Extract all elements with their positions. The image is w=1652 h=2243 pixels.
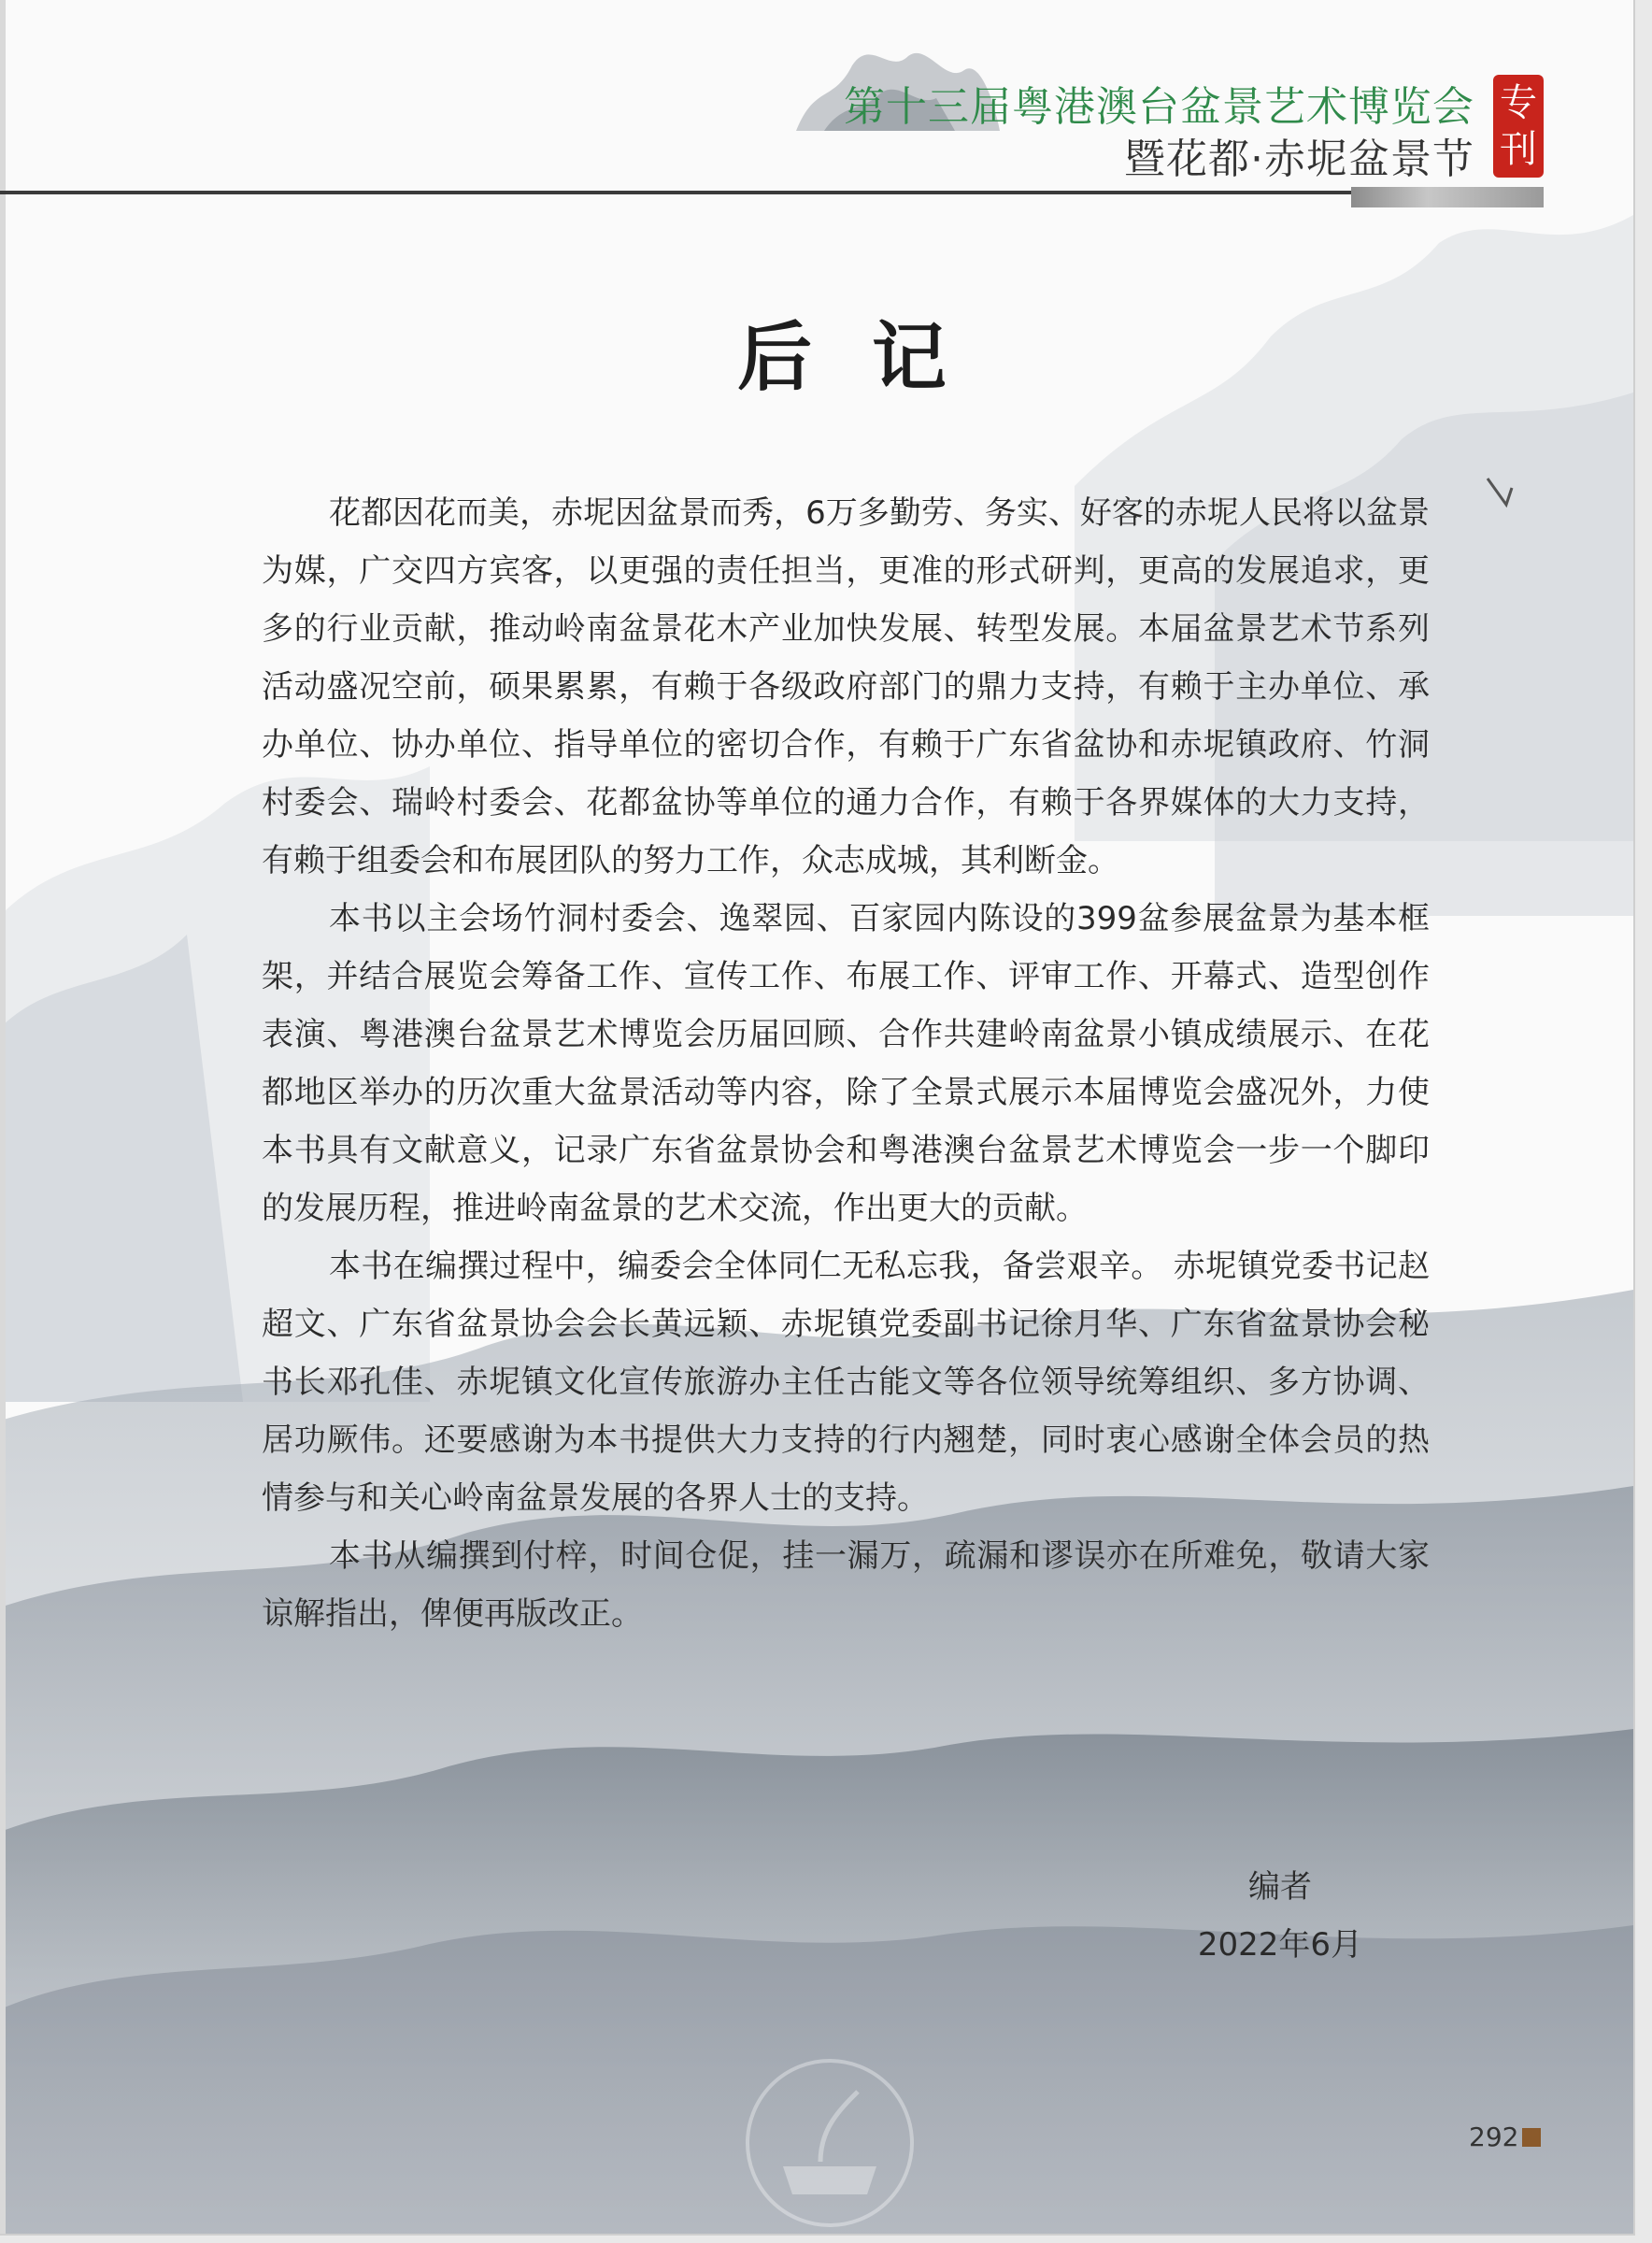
header-title-line1: 第十三届粤港澳台盆景艺术博览会 bbox=[844, 83, 1474, 131]
paragraph-2: 本书以主会场竹洞村委会、逸翠园、百家园内陈设的399盆参展盆景为基本框架，并结合展览会筹备工作、宣传工作、布展工作、评审工作、开幕式、造型创作表演、粤港澳台盆景艺术博览会历届回顾、合作共建岭南盆景小镇成绩展示、在花都地区举办的历次重大盆景活动等内容，除了全景式展示本届博览会盛况外，力使本书具有文献意义，记录广东省盆景协会和粤港澳台盆景艺术博览会一步一个脚印的发展历程，推进岭南盆景的艺术交流，作出更大的贡献。 bbox=[262, 900, 1430, 1227]
page-number-text: 292 bbox=[1469, 2122, 1519, 2152]
paragraph-4: 本书从编撰到付梓，时间仓促，挂一漏万，疏漏和谬误亦在所难免，敬请大家谅解指出，俾便再版改正。 bbox=[262, 1537, 1430, 1633]
header-divider bbox=[0, 191, 1353, 194]
page-number bbox=[1469, 2122, 1541, 2152]
header-title-line2: 暨花都·赤坭盆景节 bbox=[1124, 136, 1474, 183]
paragraph-1: 花都因花而美，赤坭因盆景而秀，6万多勤劳、务实、好客的赤坭人民将以盆景为媒，广交四方宾客，以更强的责任担当，更准的形式研判，更高的发展追求，更多的行业贡献，推动岭南盆景花木产业加快发展、转型发展。本届盆景艺术节系列活动盛况空前，硕果累累，有赖于各级政府部门的鼎力支持，有赖于主办单位、承办单位、协办单位、指导单位的密切合作，有赖于广东省盆协和赤坭镇政府、竹洞村委会、瑞岭村委会、花都盆协等单位的通力合作，有赖于各界媒体的大力支持，有赖于组委会和布展团队的努力工作，众志成城，其利断金。 bbox=[262, 494, 1430, 879]
seal-char-top: 专 bbox=[1500, 81, 1537, 124]
header-gray-bar bbox=[1351, 187, 1544, 207]
signature-author: 编者 bbox=[1248, 1868, 1312, 1906]
page-number-marker bbox=[1522, 2128, 1541, 2147]
watermark-logo bbox=[727, 2054, 933, 2232]
page-title: 后 记 bbox=[737, 314, 963, 401]
paragraph-3: 本书在编撰过程中，编委会全体同仁无私忘我，备尝艰辛。 赤坭镇党委书记赵超文、广东省盆景协会会长黄远颖、赤坭镇党委副书记徐月华、广东省盆景协会秘书长邓孔佳、赤坭镇文化宣传旅游办主任古能文等各位领导统筹组织、多方协调、居功厥伟。还要感谢为本书提供大力支持的行内翘楚，同时衷心感谢全体会员的热情参与和关心岭南盆景发展的各界人士的支持。 bbox=[262, 1248, 1430, 1517]
special-issue-seal bbox=[1493, 75, 1544, 178]
seal-char-bottom: 刊 bbox=[1500, 128, 1537, 171]
signature-block bbox=[1159, 1858, 1402, 1974]
afterword-body bbox=[262, 484, 1430, 1643]
signature-date: 2022年6月 bbox=[1197, 1926, 1363, 1964]
